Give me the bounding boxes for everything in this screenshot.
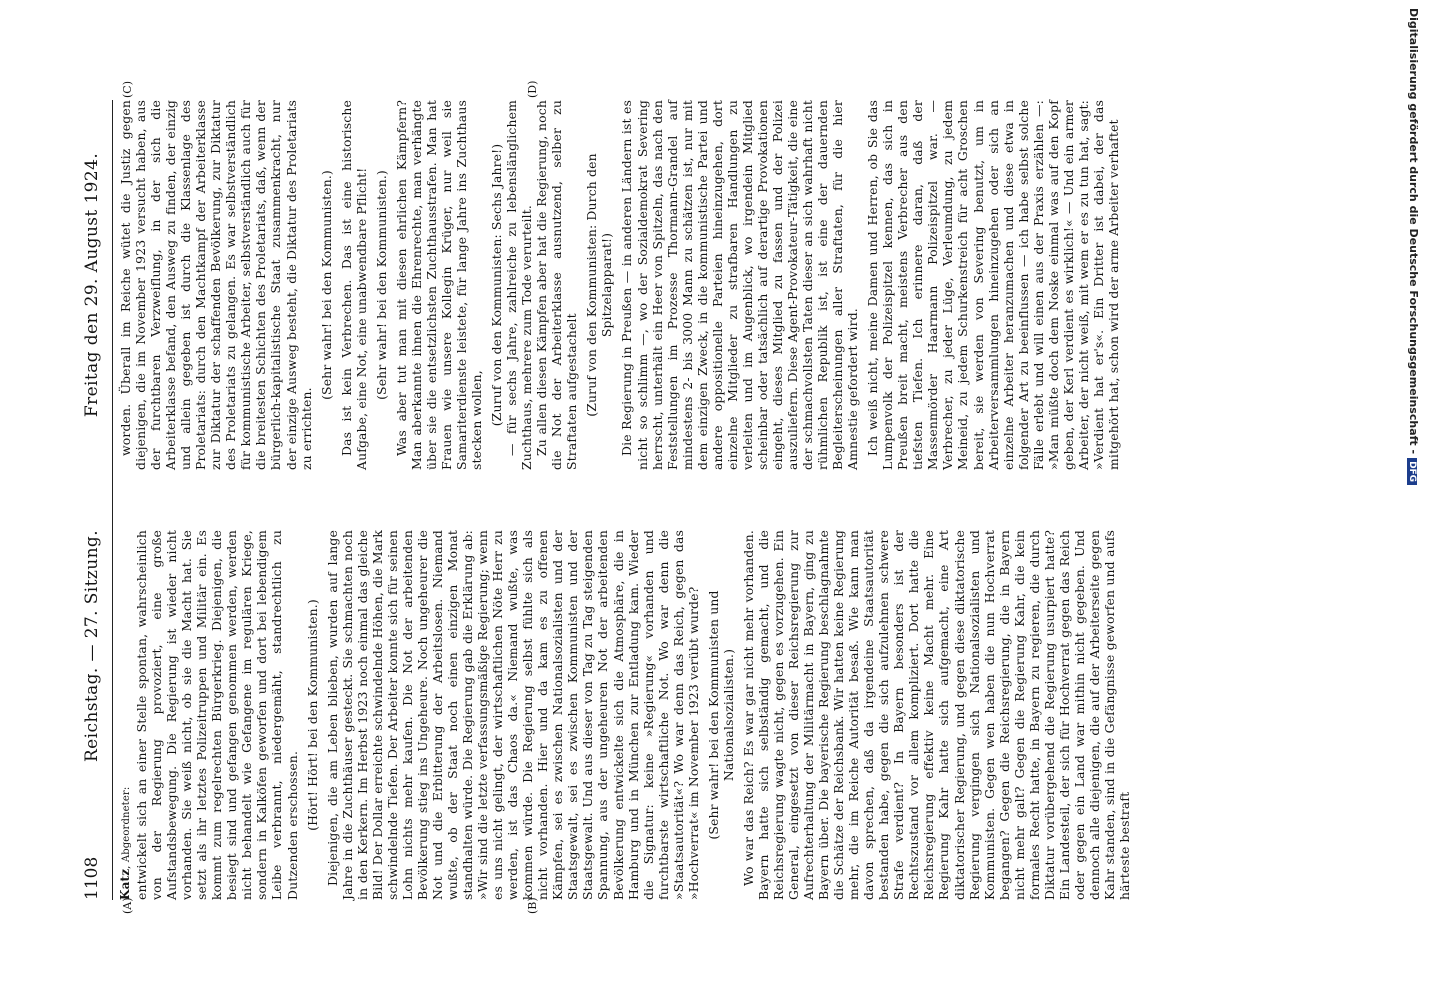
paragraph: Ich weiß nicht, meine Damen und Herren, ob Sie das Lumpenvolk der Polizeispitzel kennen, das sich in Preußen breit macht, meistens Verbrecher aus den tiefsten Tiefen. Ich erinnere daran, daß der Massenmörder Haarmann Polizeispitzel war. — Verbrecher, zu jeder Lüge, Verleumdung, zu jedem Meineid, zu jedem Schurkenstreich für acht Groschen bereit, sie werden von Severing benutzt, um in Arbeiterversammlungen hineinzugehen oder sich an einzelne Arbeiter heranzumachen und diese etwa in folgender Art zu beeinflussen — ich habe selbst solche Fälle erlebt und will einen aus der Praxis erzählen —: »Man müßte doch dem Noske einmal was auf den Kopf geben, der Kerl verdient es wirklich!« — Und ein armer Arbeiter, der nicht weiß, mit wem er es zu tun hat, sagt: »Verdient hat er's«. Ein Dritter ist dabei, der das mitgehört hat, schon wird der arme Arbeiter verhaftet: [865, 100, 1121, 470]
left-column: [118, 530, 1133, 900]
margin-mark-a: (A): [121, 897, 134, 914]
speaker-name: Katz: [118, 868, 132, 900]
paragraph: — für sechs Jahre, zahlreiche zu lebenslänglichem Zuchthaus, mehrere zum Tode verurteilt.: [504, 100, 535, 470]
interjection: (Hört! Hört! bei den Kommunisten.): [304, 599, 320, 831]
digitization-credit: [1402, 8, 1420, 993]
interjection: (Sehr wahr! bei den Kommunisten.): [318, 170, 334, 400]
margin-mark-d: (D): [526, 80, 539, 98]
interjection: (Zuruf von den Kommunisten: Durch den Spitzelapparat!): [584, 153, 615, 417]
paragraph: Zu allen diesen Kämpfen aber hat die Regierung, noch die Not der Arbeiterklasse ausnutzend, selber zu Straftaten aufgestachelt: [534, 100, 580, 470]
paragraph: entwickelt sich an einer Stelle spontan, wahrscheinlich von der Regierung provoziert, eine große Aufstandsbewegung. Die Regierung ist wieder nicht vorhanden. Sie weiß nicht, ob sie die Macht hat. Sie setzt als ihr letztes Polizeitruppen und Militär ein. Es kommt zum regelrechten Bürgerkrieg. Diejenigen, die besiegt sind und gefangen genommen werden, werden nicht behandelt wie Gefangene im regulären Kriege, sondern in Kalköfen geworfen und dort bei lebendigem Leibe verbrannt, niedergemäht, standrechtlich zu Dutzenden erschossen.: [134, 530, 300, 900]
margin-mark-c: (C): [121, 81, 134, 98]
session-title: Reichstag. — 27. Sitzung.: [82, 530, 102, 763]
paragraph: worden. Überall im Reiche wütet die Justiz gegen diejenigen, die im November 1923 versucht haben, aus der furchtbaren Verzweiflung, in der sich die Arbeiterklasse befand, den Ausweg zu finden, der einzig und allein gegeben ist durch die Klassenlage des Proletariats: durch den Machtkampf der Arbeiterklasse zur Diktatur der schaffenden Bevölkerung, zur Diktatur des Proletariats zu gelangen. Es war selbstverständlich für kommunistische Arbeiter, selbstverständlich auch für die breitesten Schichten des Proletariats, daß, wenn der bürgerlich-kapitalistische Staat zusammenkracht, nur der einzige Ausweg besteht, die Diktatur des Proletariats zu errichten.: [118, 100, 314, 470]
interjection: (Zuruf von den Kommunisten: Sechs Jahre!): [489, 143, 505, 427]
credit-text: Digitalisierung gefördert durch die Deutsche Forschungsgemeinschaft -: [1407, 8, 1420, 455]
page-number: 1108: [82, 856, 102, 900]
right-column: [118, 100, 1121, 470]
paragraph: Wo war das Reich? Es war gar nicht mehr vorhanden. Bayern hatte sich selbständig gemacht, und die Reichsregierung wagte nicht, gegen es vorzugehen. Ein General, eingesetzt von dieser Reichsregierung zur Aufrechterhaltung der Militärmacht in Bayern, ging zu Bayern über. Die bayerische Regierung beschlagnahmte die Schätze der Reichsbank. Wir hatten keine Regierung mehr, die im Reiche Autorität besaß. Wie kann man davon sprechen, daß da irgendeine Staatsautorität bestanden habe, gegen die sich aufzulehnen schwere Strafe verdient? In Bayern besonders ist der Rechtszustand vor allem kompliziert. Dort hatte die Reichsregierung effektiv keine Macht mehr. Eine Regierung Kahr hatte sich aufgemacht, eine Art diktatorischer Regierung, und gegen diese diktatorische Regierung vergingen sich Nationalsozialisten und Kommunisten. Gegen wen haben die nun Hochverrat begangen? Gegen die Reichsregierung, die in Bayern nicht mehr galt? Gegen die Regierung Kahr, die kein formales Recht hatte, in Bayern zu regieren, die durch Diktatur vorübergehend die Regierung usurpiert hatte? Ein Landesteil, der sich für Hochverrat gegen das Reich oder gegen ein Land war mithin nicht gegeben. Und dennoch alle diejenigen, die auf der Arbeiterseite gegen Kahr standen, sind in die Gefängnisse geworfen und aufs härteste bestraft: [740, 530, 1133, 900]
margin-mark-b: (B): [526, 897, 539, 914]
paragraph: Was aber tut man mit diesen ehrlichen Kämpfern? Man aberkannte ihnen die Ehrenrechte, man verhängte über sie die entsetzlichsten Zuchthausstrafen. Man hat Frauen wie unsere Kollegin Krüger, nur weil sie Samariterdienste leistete, für lange Jahre ins Zuchthaus stecken wollen,: [393, 100, 485, 470]
speaker-role: , Abgeordneter:: [121, 786, 132, 869]
dfg-logo: DFG: [1407, 458, 1417, 485]
header-rule: [112, 100, 113, 900]
paragraph: Diejenigen, die am Leben blieben, wurden auf lange Jahre in die Zuchthäuser gesteckt. Sie schmachten noch in den Kerkern. Im Herbst 1923 noch einmal das gleiche Bild! Der Dollar erreichte schwindelnde Höhen, die Mark schwindelnde Tiefen. Der Arbeiter konnte sich für seinen Lohn nichts mehr kaufen. Die Not der arbeitenden Bevölkerung stieg ins Ungeheure. Noch ungeheurer die Not und die Erbitterung der Arbeitslosen. Niemand wußte, ob der Staat noch einen einzigen Monat standhalten würde. Die Regierung gab die Erklärung ab: »Wir sind die letzte verfassungsmäßige Regierung; wenn es uns nicht gelingt, der wirtschaftlichen Nöte Herr zu werden, ist das Chaos da.« Niemand wußte, was kommen würde. Die Regierung selbst fühlte sich als nicht vorhanden. Hier und da kam es zu offenen Kämpfen, sei es zwischen Nationalsozialisten und der Staatsgewalt, sei es zwischen Kommunisten und der Staatsgewalt. Und aus dieser von Tag zu Tag steigenden Spannung, aus der ungeheuren Not der arbeitenden Bevölkerung entwickelte sich die Atmosphäre, die in Hamburg und in München zur Entladung kam. Wieder die Signatur: keine »Regierung« vorhanden und furchtbarste wirtschaftliche Not. Wo war denn die »Staatsautorität«? Wo war denn das Reich, gegen das »Hochverrat« im November 1923 verübt wurde?: [324, 530, 701, 900]
page-header: [82, 100, 108, 900]
interjection: (Sehr wahr! bei den Kommunisten.): [373, 170, 389, 400]
interjection: (Sehr wahr! bei den Kommunisten und Nationalsozialisten.): [705, 590, 736, 840]
paragraph: Die Regierung in Preußen — in anderen Ländern ist es nicht so schlimm —, wo der Sozialdemokrat Severing herrscht, unterhält ein Heer von Spitzeln, das nach den Feststellungen im Prozesse Thormann-Grandel auf mindestens 2- bis 3000 Mann zu schätzen ist, nur mit dem einzigen Zweck, in die kommunistische Partei und andere oppositionelle Parteien hineinzugehen, dort einzelne Mitglieder zu strafbaren Handlungen zu verleiten und im Augenblick, wo irgendein Mitglied scheinbar oder tatsächlich auf derartige Provokationen eingeht, dieses Mitglied zu fassen und der Polizei auszuliefern. Diese Agent-Provokateur-Tätigkeit, die eine der schmachvollsten Taten dieser an sich wahrhaft nicht rühmlichen Republik ist, ist eine der dauernden Begleiterscheinungen aller Straftaten, für die hier Amnestie gefordert wird.: [619, 100, 861, 470]
session-date: Freitag den 29. August 1924.: [82, 152, 102, 418]
paragraph: Das ist kein Verbrechen. Das ist eine historische Aufgabe, eine Not, eine unabwendbare Pflicht!: [338, 100, 369, 470]
speaker-label: [118, 530, 134, 900]
